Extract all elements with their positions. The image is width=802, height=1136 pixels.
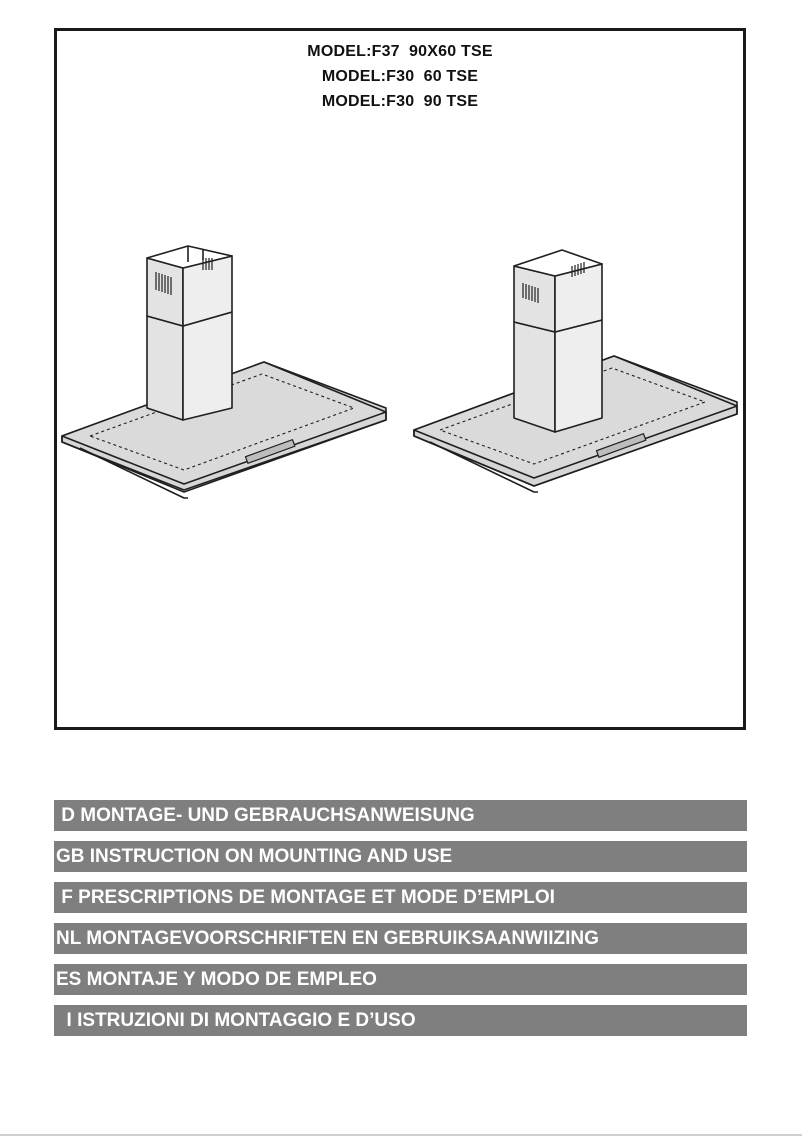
model-line-1: MODEL:F37 90X60 TSE <box>307 43 493 60</box>
language-list <box>54 800 747 1046</box>
hood-90x60-illustration <box>62 246 386 498</box>
language-bar-de: D MONTAGE- UND GEBRAUCHSANWEISUNG <box>54 800 747 831</box>
language-bar-gb: GB INSTRUCTION ON MOUNTING AND USE <box>54 841 747 872</box>
language-bar-it: I ISTRUZIONI DI MONTAGGIO E D’USO <box>54 1005 747 1036</box>
language-bar-fr: F PRESCRIPTIONS DE MONTAGE ET MODE D’EMPLOI <box>54 882 747 913</box>
language-bar-es: ES MONTAJE Y MODO DE EMPLEO <box>54 964 747 995</box>
hood-90-illustration <box>414 250 737 492</box>
model-line-3: MODEL:F30 90 TSE <box>321 93 479 110</box>
model-line-2: MODEL:F30 60 TSE <box>321 68 479 85</box>
language-bar-nl: NL MONTAGEVOORSCHRIFTEN EN GEBRUIKSAANWIIZING <box>54 923 747 954</box>
